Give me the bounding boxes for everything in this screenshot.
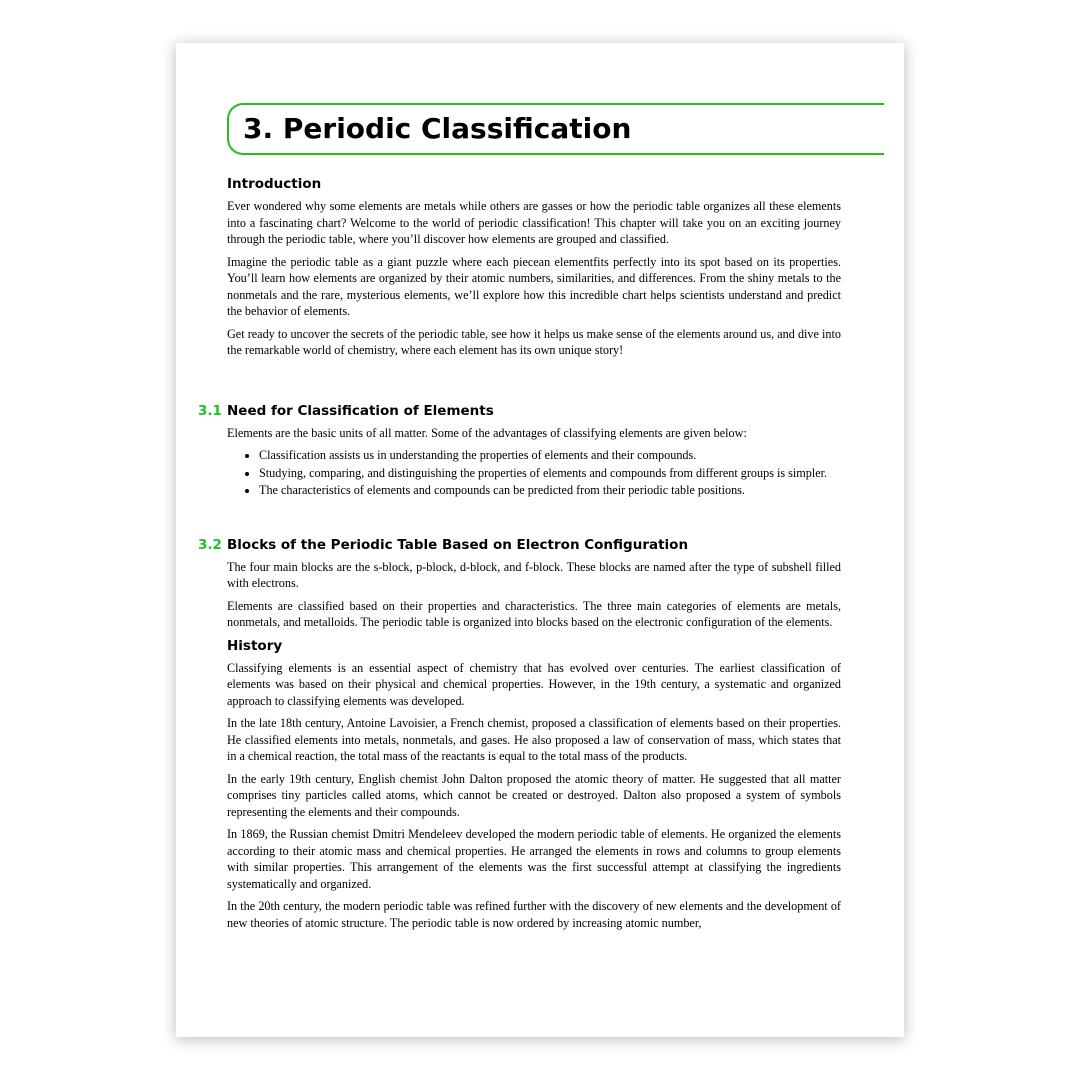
introduction-paragraph: Get ready to uncover the secrets of the periodic table, see how it helps us make sense of the elements around us, and dive into the remarkable world of chemistry, where each element has its own unique story!	[227, 326, 841, 357]
chapter-title-box	[227, 103, 884, 155]
introduction-paragraph: Ever wondered why some elements are metals while others are gasses or how the periodic table organizes all these elements into a fascinating chart? Welcome to the world of periodic classification! This chapter will take you on an exciting journey through the periodic table, where you’ll discover how elements are grouped and classified.	[227, 199, 841, 246]
history-paragraph: In 1869, the Russian chemist Dmitri Mendeleev developed the modern periodic table of elements. He organized the elements according to their atomic mass and chemical properties. He arranged the elements in rows and columns to group elements with similar properties. This arrangement of the elements was the first successful attempt at classifying the ingredients systematically and organized.	[227, 827, 841, 891]
page-content	[198, 103, 841, 937]
introduction-heading: Introduction	[227, 176, 322, 192]
section-heading	[198, 402, 841, 420]
section-title: Blocks of the Periodic Table Based on Electron Configuration	[227, 536, 689, 553]
history-paragraph: Classifying elements is an essential aspect of chemistry that has evolved over centuries. The earliest classification of elements was based on their physical and chemical properties. However, in the 19th century, a systematic and organized approach to classifying elements was developed.	[227, 660, 841, 708]
history-heading: History	[227, 637, 283, 654]
document-page	[176, 43, 904, 1037]
history-paragraph: In the early 19th century, English chemist John Dalton proposed the atomic theory of matter. He suggested that all matter comprises tiny particles called atoms, which cannot be created or destroyed. Dalton also proposed a system of symbols representing the elements and their compounds.	[227, 771, 841, 819]
introduction-section	[227, 175, 841, 359]
section-paragraph: Elements are classified based on their properties and characteristics. The three main categories of elements are metals, nonmetals, and metalloids. The periodic table is organized into blocks based on the electronic configuration of the elements.	[227, 598, 841, 629]
section-3-2	[198, 536, 841, 932]
section-paragraph: The four main blocks are the s-block, p-block, d-block, and f-block. These blocks are named after the type of subshell filled with electrons.	[227, 559, 841, 590]
section-title: Need for Classification of Elements	[227, 402, 494, 419]
list-item: • The characteristics of elements and compounds can be predicted from their periodic table positions.	[259, 482, 841, 499]
section-heading	[198, 536, 841, 554]
introduction-paragraph: Imagine the periodic table as a giant puzzle where each piecean elementfits perfectly into its spot based on its properties. You’ll learn how elements are organized by their atomic numbers, similarities, and differences. From the shiny metals to the nonmetals and the rare, mysterious elements, we’ll explore how this incredible chart helps scientists understand and predict the behavior of elements.	[227, 254, 841, 318]
advantages-list	[227, 447, 841, 499]
list-item: • Classification assists us in understanding the properties of elements and their compounds.	[259, 447, 841, 464]
chapter-title: 3. Periodic Classification	[243, 112, 632, 145]
history-paragraph: In the late 18th century, Antoine Lavoisier, a French chemist, proposed a classification of elements based on their properties. He classified elements into metals, nonmetals, and gases. He also proposed a law of conservation of mass, which states that in a chemical reaction, the total mass of the reactants is equal to the total mass of the products.	[227, 716, 841, 763]
section-paragraph: Elements are the basic units of all matter. Some of the advantages of classifying elements are given below:	[227, 425, 747, 440]
history-paragraph: In the 20th century, the modern periodic table was refined further with the discovery of new elements and the development of new theories of atomic structure. The periodic table is now ordered by increasing atomic number,	[227, 899, 841, 930]
section-number: 3.1	[198, 402, 222, 419]
list-item: • Studying, comparing, and distinguishing the properties of elements and compounds from different groups is simpler.	[259, 465, 841, 482]
section-3-1	[198, 402, 841, 499]
section-number: 3.2	[198, 536, 222, 553]
